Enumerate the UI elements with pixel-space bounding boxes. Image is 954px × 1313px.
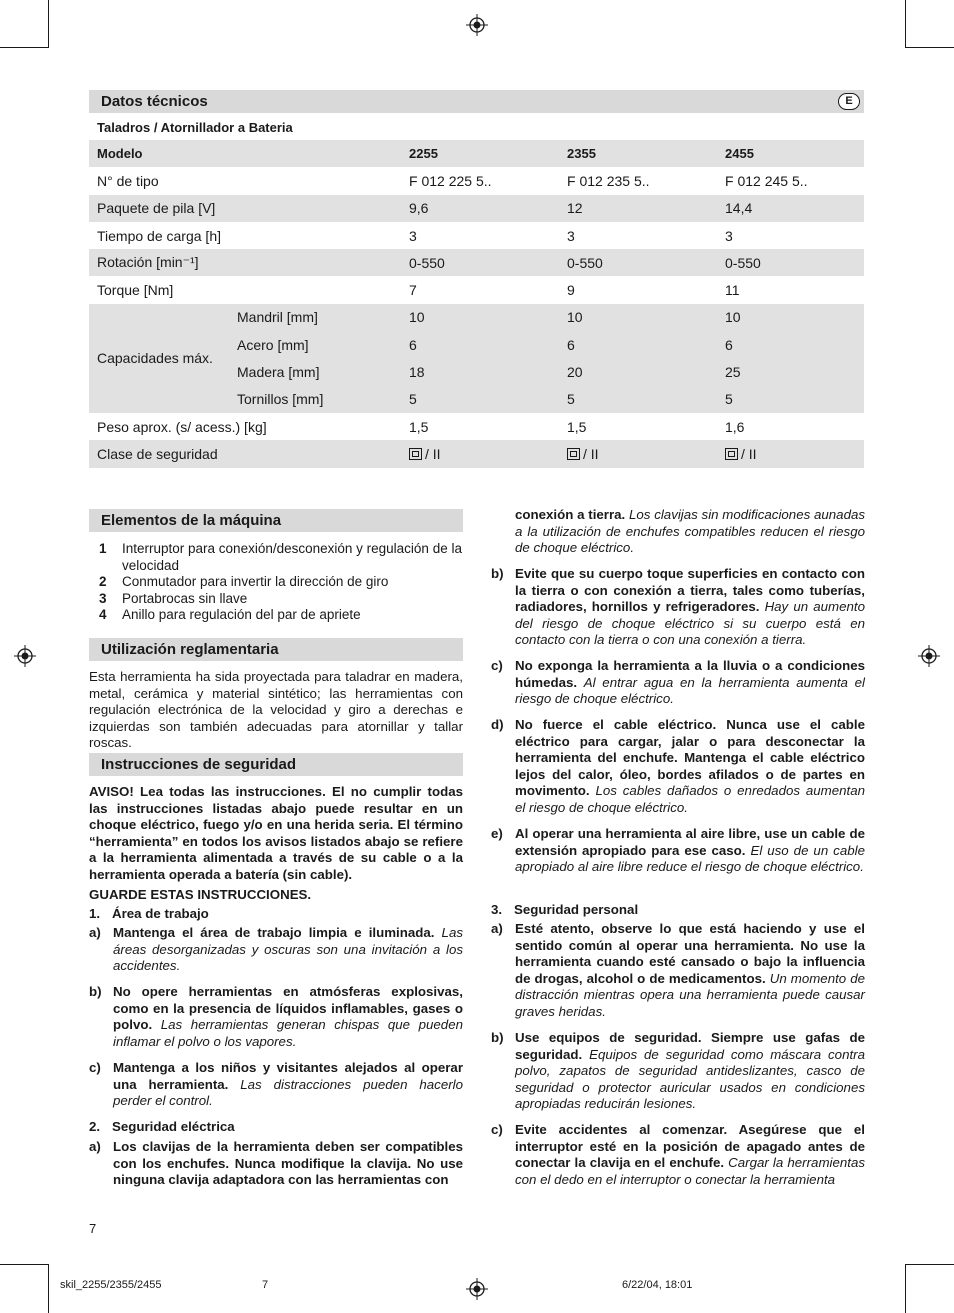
cell: 6 (401, 331, 559, 358)
section-title: Datos técnicos (101, 93, 208, 110)
table-row (89, 276, 864, 303)
cell: 1,5 (409, 418, 429, 435)
instruction-item: b) Evite que su cuerpo toque superficies en contacto con la tierra o con conexión a tierra, tales como tuberías, radiadores, hornillos y refrigeradores. Hay un aumento del riesgo de choque eléctrico si su cuerpo está en contacto con la tierra o con una conexión a tierra. (491, 566, 865, 648)
crop-mark (48, 0, 49, 48)
subsection-heading: 2. Seguridad eléctrica (89, 1119, 235, 1134)
cell: F 012 225 5.. (409, 172, 492, 189)
instruction-item: d) No fuerce el cable eléctrico. Nunca use el cable eléctrico para cargar, jalar o para desconectar la herramienta del enchufe. Mantenga el cable eléctrico lejos del calor, óleo, bordes afilados o de partes en movimento. Los cables dañados o enredados aumentan el riesgo de choque eléctrico. (491, 717, 865, 815)
spec-table (89, 140, 864, 468)
double-insulation-icon (409, 448, 422, 460)
instruction-item: b) No opere herramientas en atmósferas explosivas, como en la presencia de líquidos inflamables, gases o polvo. Las herramientas generan chispas que pueden inflamar el polvo o los vapores. (89, 984, 463, 1049)
instruction-item-continued: conexión a tierra. Los clavijas sin modificaciones aunadas a la utilización de enchufes compatibles reducen el riesgo de choque eléctrico. (515, 507, 866, 556)
cell: 5 (401, 386, 559, 413)
crop-mark (48, 1264, 49, 1313)
cell: 10 (401, 304, 559, 331)
page-number: 7 (89, 1221, 97, 1236)
header-cell: 2255 (401, 140, 559, 167)
crop-mark (905, 1264, 954, 1265)
cell: 7 (409, 282, 417, 299)
section-header-datos-tecnicos (89, 90, 864, 113)
section-header-elementos: Elementos de la máquina (89, 509, 463, 532)
sub-label: Mandril [mm] (229, 304, 401, 331)
slug-filename: skil_2255/2355/2455 (60, 1279, 162, 1291)
cell (559, 440, 717, 467)
table-row (89, 167, 864, 194)
aviso-text: AVISO! Lea todas las instrucciones. El no cumplir todas las instrucciones listadas abajo puede resultar en un choque eléctrico, fuego y/o en una herida seria. El término “herramienta” en todos los avisos listados abajo se refiere a la herramienta alimentada a través de su cable o a la herramienta operada a batería (sin cable). (89, 784, 463, 882)
cell: 11 (725, 282, 740, 299)
table-header-row (89, 140, 864, 167)
crop-mark (0, 47, 48, 48)
table-row (89, 249, 864, 276)
section-header-utilizacion: Utilización reglamentaria (89, 638, 463, 661)
row-label: Paquete de pila [V] (89, 195, 401, 222)
crop-mark (905, 1264, 906, 1313)
sub-label: Madera [mm] (229, 358, 401, 385)
registration-mark-icon (14, 645, 36, 667)
instruction-item: a) Esté atento, observe lo que está haciendo y use el sentido común al operar una herramienta. No use la herramienta cuando esté cansado o bajo la influencia de drogas, alcohol o de medicamentos. Un momento de distracción mientras opera una herramienta puede causar graves heridas. (491, 921, 865, 1019)
subsection-heading: 1. Área de trabajo (89, 906, 209, 921)
cell: 9 (567, 282, 575, 299)
section-header-seguridad: Instrucciones de seguridad (89, 753, 463, 776)
list-item: 1 Interruptor para conexión/desconexión y regulación de la velocidad (99, 541, 462, 573)
cell: 9,6 (401, 195, 559, 222)
cell: 25 (717, 358, 864, 385)
cell: 1,5 (567, 418, 587, 435)
registration-mark-icon (466, 1278, 488, 1300)
row-label: Peso aprox. (s/ acess.) [kg] (97, 418, 267, 435)
sub-label: Tornillos [mm] (229, 386, 401, 413)
cell: 5 (559, 386, 717, 413)
cell: 3 (725, 227, 733, 244)
cell (401, 440, 559, 467)
header-cell: Modelo (89, 140, 401, 167)
cell (717, 440, 864, 467)
list-item: 2 Conmutador para invertir la dirección de giro (99, 574, 389, 590)
instruction-item: e) Al operar una herramienta al aire libre, use un cable de extensión apropiado para ese caso. El uso de un cable apropiado al aire libre reduce el riesgo de choque eléctrico. (491, 826, 865, 875)
instruction-item: b) Use equipos de seguridad. Siempre use gafas de seguridad. Equipos de seguridad como máscara contra polvo, zapatos de seguridad antideslizantes, casco de seguridad o protector auricular usados en condiciones apropiadas reducirán lesiones. (491, 1030, 865, 1112)
cell: 12 (559, 195, 717, 222)
crop-mark (905, 47, 954, 48)
cell: 6 (717, 331, 864, 358)
instruction-item: a) Los clavijas de la herramienta deben ser compatibles con los enchufes. Nunca modifique la clavija. No use ninguna clavija adaptadora con las herramientas con (89, 1139, 463, 1188)
cell: 6 (559, 331, 717, 358)
double-insulation-icon (725, 448, 738, 460)
instruction-item: c) No exponga la herramienta a la lluvia o a condiciones húmedas. Al entrar agua en la herramienta aumenta el riesgo de choque eléctrico. (491, 658, 865, 707)
cell: 1,6 (725, 418, 745, 435)
row-label: Clase de seguridad (89, 440, 401, 467)
double-insulation-icon (567, 448, 580, 460)
slug-page: 7 (262, 1279, 269, 1291)
cell: 5 (717, 386, 864, 413)
crop-mark (0, 1264, 48, 1265)
cell: 14,4 (717, 195, 864, 222)
safety-class-value: / II (583, 445, 599, 462)
cell: 0-550 (401, 249, 559, 276)
sub-label: Acero [mm] (229, 331, 401, 358)
list-item: 3 Portabrocas sin llave (99, 590, 248, 606)
cell: 18 (401, 358, 559, 385)
language-badge: E (838, 93, 860, 110)
safety-class-value: / II (425, 445, 441, 462)
cell: 0-550 (717, 249, 864, 276)
cell: F 012 245 5.. (725, 172, 808, 189)
guarde-text: GUARDE ESTAS INSTRUCCIONES. (89, 887, 312, 902)
crop-mark (905, 0, 906, 48)
table-row (89, 304, 864, 331)
list-item: 4 Anillo para regulación del par de apriete (99, 607, 361, 623)
row-label: N° de tipo (97, 172, 159, 189)
cell: 10 (717, 304, 864, 331)
cell: 3 (567, 227, 575, 244)
row-label: Torque [Nm] (97, 282, 174, 299)
instruction-item: c) Mantenga a los niños y visitantes alejados al operar una herramienta. Las distracciones pueden hacerlo perder el control. (89, 1060, 463, 1109)
table-row (89, 222, 864, 249)
header-cell: 2355 (559, 140, 717, 167)
table-row (89, 195, 864, 222)
instruction-item: a) Mantenga el área de trabajo limpia e iluminada. Las áreas desorganizadas y oscuras son una invitación a los accidentes. (89, 925, 463, 974)
cell: 20 (559, 358, 717, 385)
slug-datetime: 6/22/04, 18:01 (622, 1279, 693, 1291)
header-cell: 2455 (717, 140, 864, 167)
instruction-item: c) Evite accidentes al comenzar. Asegúrese que el interruptor esté en la posición de apagado antes de conectar la clavija en el enchufe. Cargar la herramientas con el dedo en el interruptor o conectar la herramienta (491, 1122, 865, 1187)
cell: F 012 235 5.. (567, 172, 650, 189)
registration-mark-icon (466, 14, 488, 36)
cell: 0-550 (559, 249, 717, 276)
elementos-list (99, 541, 463, 624)
table-row (89, 413, 864, 440)
row-label: Tiempo de carga [h] (97, 227, 221, 244)
subsection-heading: 3. Seguridad personal (491, 902, 639, 917)
cell: 10 (559, 304, 717, 331)
registration-mark-icon (918, 645, 940, 667)
row-label: Rotación [min⁻¹] (89, 249, 401, 276)
safety-class-value: / II (741, 445, 757, 462)
utilizacion-text: Esta herramienta ha sida proyectada para taladrar en madera, metal, cerámica y material sintético; las herramientas con regulación electrónica de la velocidad y giro a derechas e izquierdas son también adecuadas para atornillar y tallar roscas. (89, 669, 463, 751)
table-row (89, 440, 864, 467)
row-label-capacities: Capacidades máx. (89, 304, 229, 413)
spec-subtitle: Taladros / Atornillador a Bateria (97, 120, 293, 135)
cell: 3 (409, 227, 417, 244)
